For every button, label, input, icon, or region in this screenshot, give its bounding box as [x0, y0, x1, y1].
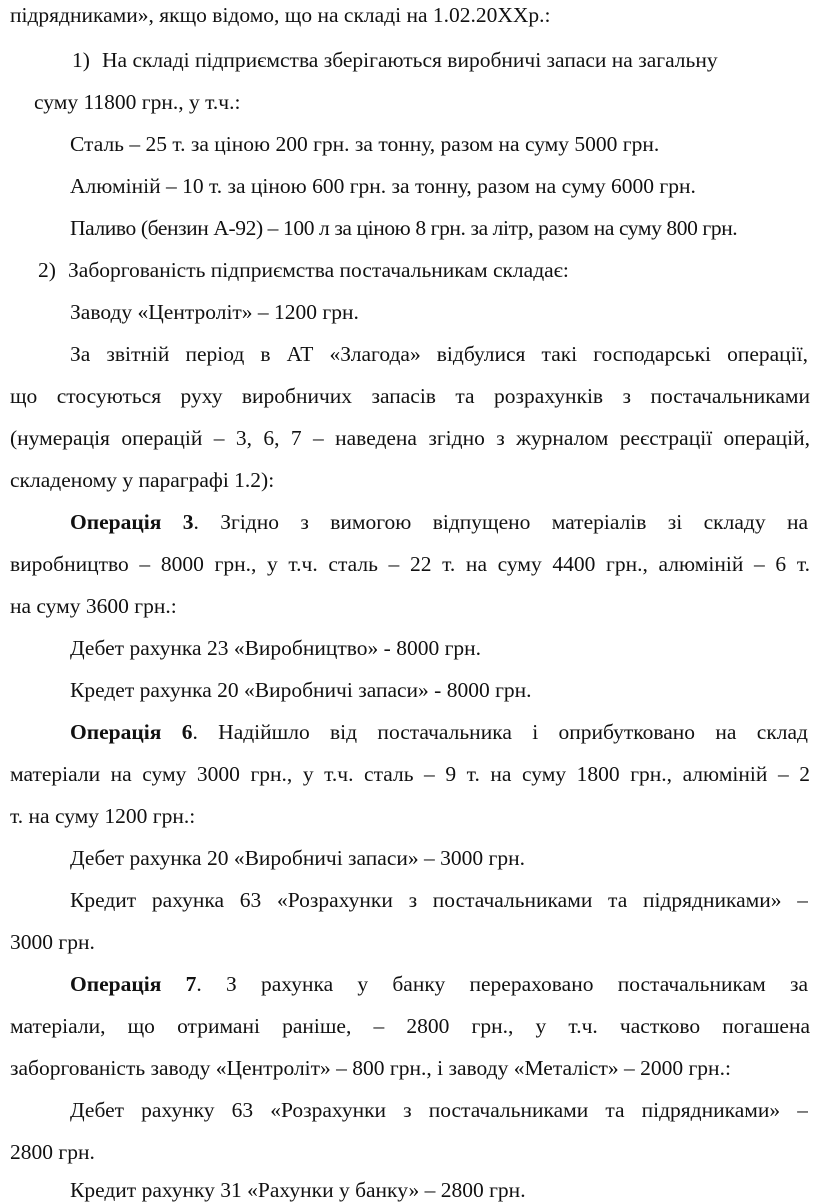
paragraph-line: що стосуються руху виробничих запасів та розрахунків з постачальниками	[10, 384, 810, 408]
list-item-1	[72, 46, 808, 74]
operation-label: Операція 6	[70, 720, 193, 744]
operation-text: . Згідно з вимогою відпущено матеріалів зі складу на	[193, 510, 808, 534]
text-line: Заводу «Центроліт» – 1200 грн.	[70, 300, 359, 324]
credit-entry: Кредет рахунка 20 «Виробничі запаси» - 8000 грн.	[70, 678, 532, 702]
paragraph-line: матеріали, що отримані раніше, – 2800 грн., у т.ч. частково погашена	[10, 1014, 810, 1038]
credit-entry: Кредит рахунка 63 «Розрахунки з постачальниками та підрядниками» –	[70, 888, 808, 912]
paragraph-line: т. на суму 1200 грн.:	[10, 804, 196, 828]
operation-7-heading	[70, 970, 808, 998]
paragraph-line: заборгованість заводу «Центроліт» – 800 грн., і заводу «Металіст» – 2000 грн.:	[10, 1056, 731, 1080]
paragraph-line: (нумерація операцій – 3, 6, 7 – наведена згідно з журналом реєстрації операцій,	[10, 426, 810, 450]
paragraph-line: матеріали на суму 3000 грн., у т.ч. сталь – 9 т. на суму 1800 грн., алюміній – 2	[10, 762, 810, 786]
operation-text: . З рахунка у банку перераховано постачальникам за	[196, 972, 808, 996]
text-line: Паливо (бензин А-92) – 100 л за ціною 8 грн. за літр, разом на суму 800 грн.	[70, 216, 738, 240]
debit-entry: Дебет рахунка 20 «Виробничі запаси» – 3000 грн.	[70, 846, 525, 870]
list-text: Заборгованість підприємства постачальникам складає:	[68, 258, 569, 282]
text-line: Сталь – 25 т. за ціною 200 грн. за тонну, разом на суму 5000 грн.	[70, 132, 660, 156]
paragraph-line: 2800 грн.	[10, 1140, 95, 1164]
debit-entry: Дебет рахунка 23 «Виробництво» - 8000 грн.	[70, 636, 482, 660]
list-item-2	[38, 256, 816, 284]
paragraph-line: складеному у параграфі 1.2):	[10, 468, 275, 492]
paragraph-line: За звітній період в АТ «Злагода» відбулися такі господарські операції,	[70, 342, 808, 366]
list-text: На складі підприємства зберігаються виробничі запаси на загальну	[102, 48, 718, 72]
list-number: 1)	[72, 48, 90, 72]
operation-label: Операція 7	[70, 972, 197, 996]
paragraph-line: на суму 3600 грн.:	[10, 594, 177, 618]
credit-entry: Кредит рахунку 31 «Рахунки у банку» – 2800 грн.	[70, 1178, 526, 1202]
text-line: підрядниками», якщо відомо, що на складі на 1.02.20XXр.:	[10, 3, 551, 27]
operation-label: Операція 3	[70, 510, 194, 534]
operation-text: . Надійшло від постачальника і оприбутковано на склад	[192, 720, 808, 744]
debit-entry: Дебет рахунку 63 «Розрахунки з постачальниками та підрядниками» –	[70, 1098, 808, 1122]
list-number: 2)	[38, 258, 56, 282]
paragraph-line: виробництво – 8000 грн., у т.ч. сталь – 22 т. на суму 4400 грн., алюміній – 6 т.	[10, 552, 810, 576]
operation-3-heading	[70, 508, 808, 536]
operation-6-heading	[70, 718, 808, 746]
paragraph-line: 3000 грн.	[10, 930, 95, 954]
text-line: суму 11800 грн., у т.ч.:	[34, 90, 241, 114]
text-line: Алюміній – 10 т. за ціною 600 грн. за тонну, разом на суму 6000 грн.	[70, 174, 696, 198]
